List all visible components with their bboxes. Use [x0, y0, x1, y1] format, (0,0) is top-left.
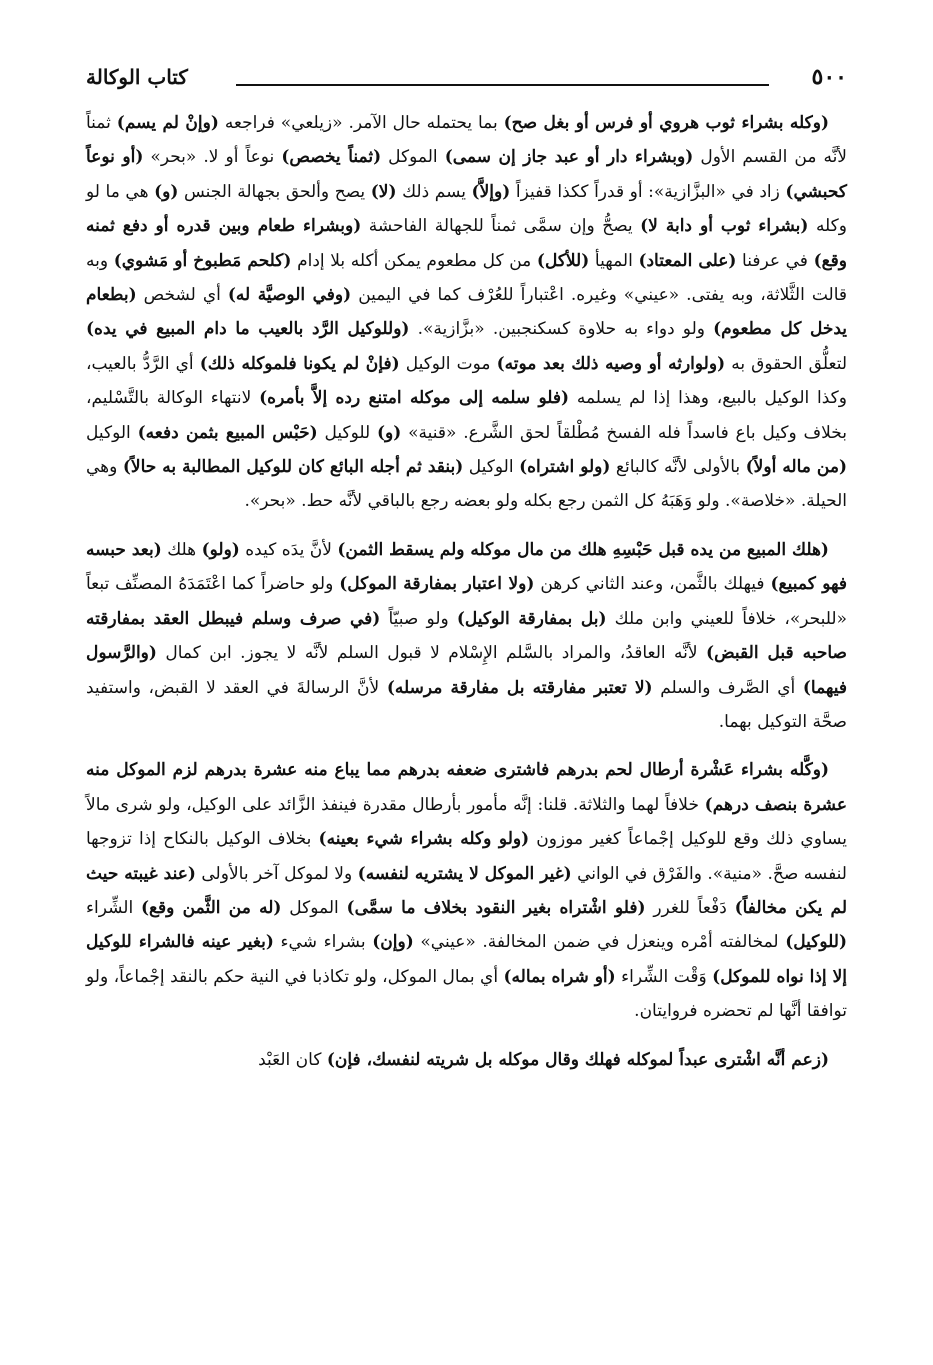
- matn-text: (كلحم مَطبوخ أو مَشوي): [113, 250, 292, 271]
- sharh-text: لأنَّ الرسالةَ في العقد لا القبض، واستفيد صحَّة التوكيل بهما.: [86, 677, 847, 732]
- sharh-text: موت الوكيل: [399, 353, 497, 374]
- matn-text: (وبشراء طعام وبين قدره أو دفع ثمنه وقع): [86, 216, 847, 271]
- sharh-text: للوكيل: [317, 422, 377, 443]
- matn-text: (له من الثَّمن وقع): [140, 897, 282, 918]
- matn-text: (زعم أنَّه اشْترى عبداً لموكله فهلك وقال موكله بل شريته لنفسك، فإن): [326, 1049, 829, 1070]
- matn-text: (للأكل): [536, 250, 590, 271]
- matn-text: (هلك المبيع من يده قبل حَبْسِهِ هلك من مال موكله ولم يسقط الثمن): [337, 539, 829, 560]
- matn-text: (فلو اشْتراه بغير النقود بخلاف ما سمَّى): [346, 897, 646, 918]
- matn-text: (وفي الوصيَّة له): [227, 285, 352, 306]
- matn-text: (وإن): [372, 932, 414, 953]
- matn-text: (و): [154, 181, 179, 202]
- paragraph: [86, 533, 847, 739]
- matn-text: (فلو سلمه إلى موكله امتنع رده إلاَّ بأمره): [259, 388, 570, 409]
- sharh-text: لتعلُّق الحقوق به: [725, 353, 847, 374]
- matn-text: (للوكيل): [785, 932, 847, 953]
- sharh-text: وهي الحيلة. «خلاصة». ولو وَهَبَهُ كل الثمن رجع بكله ولو بعضه رجع بالباقي لأنَّه حط. «بحر».: [86, 457, 847, 512]
- matn-text: (أو شراه بماله): [503, 966, 616, 987]
- matn-text: (وإلاَّ): [471, 181, 511, 202]
- paragraph: [86, 1043, 847, 1077]
- matn-text: (بشراء ثوب أو دابة لا): [640, 216, 809, 237]
- paragraph: [86, 106, 847, 519]
- sharh-text: ثمناً لأنَّه من القسم الأول: [86, 113, 848, 168]
- sharh-text: ولو دواء به حلاوة كسكنجبين. «بزَّازية».: [409, 319, 714, 340]
- sharh-text: أي بمال الموكل، ولو تكاذبا في النية حكم بالنقد إجْماعاً، ولو توافقا أنَّها لم تحضره فروايتان.: [86, 966, 847, 1022]
- matn-text: (وللوكيل الرَّد بالعيب ما دام المبيع في يده): [86, 319, 410, 340]
- sharh-text: أي لشخص: [136, 285, 228, 306]
- sharh-text: بشراء شيء: [273, 932, 373, 953]
- sharh-text: الموكل: [381, 147, 445, 168]
- matn-text: (حَبْس المبيع بثمن دفعه): [137, 422, 318, 443]
- sharh-text: نوعاً أو لا. «بحر»: [143, 147, 282, 168]
- matn-text: (بعد حبسه فهو كمبيع): [86, 539, 847, 595]
- sharh-text: الشِّراء: [86, 897, 141, 918]
- sharh-text: أي الصَّرف والسلم: [652, 677, 803, 698]
- sharh-text: لمخالفته أمْره وينعزل في ضمن المخالفة. «عيني»: [413, 932, 786, 953]
- matn-text: (وكَّله بشراء عَشْرة أرطال لحم بدرهم فاشترى ضعفه بدرهم مما يباع منه عشرة بدرهم لزم الموكل منه عشرة بنصف درهم): [86, 760, 847, 815]
- matn-text: (غير الموكل لا يشتريه لنفسه): [357, 863, 572, 884]
- sharh-text: هلك: [161, 539, 202, 560]
- sharh-text: ولو صبيّاً: [380, 608, 457, 629]
- matn-text: (ولو): [201, 539, 240, 560]
- matn-text: (فإنْ لم يكونا فلموكله ذلك): [199, 353, 400, 374]
- matn-text: (لا تعتبر مفارقته بل مفارقة مرسله): [386, 677, 653, 698]
- matn-text: (بنقد ثم أجله البائع كان للوكيل المطالبة به حالاً): [122, 457, 464, 478]
- matn-text: (ولو اشتراه): [519, 457, 611, 478]
- book-title: كتاب الوكالة: [86, 65, 188, 89]
- matn-text: (والرَّسول فيهما): [86, 643, 848, 698]
- matn-text: (على المعتاد): [638, 250, 737, 271]
- sharh-text: خلافاً لهما والثلاثة. قلنا: إنَّه مأمور بأرطال مقدرة فينفذ الزَّائد على الوكيل، ولو شرى مالاً يساوي ذلك وقع للوكيل إجْماعاً كغير موزون: [86, 794, 847, 850]
- paragraph: [86, 753, 847, 1028]
- matn-text: (بل بمفارقة الوكيل): [456, 608, 607, 629]
- matn-text: (لا): [370, 181, 397, 202]
- matn-text: (وبشراء دار أو عبد جاز إن سمى): [444, 147, 694, 168]
- matn-text: (ولا اعتبار بمفارقة الموكل): [339, 574, 535, 595]
- matn-text: (بغير عينه فالشراء للوكيل إلا إذا نواه للموكل): [86, 932, 848, 987]
- sharh-text: دَفْعاً للغرر: [645, 897, 735, 918]
- matn-text: (ولو وكله بشراء شيء بعينه): [318, 829, 530, 850]
- running-header: [86, 62, 847, 98]
- matn-text: (أو نوعاً كحبشي): [86, 147, 847, 202]
- sharh-text: من كل مطعوم يمكن أكله بلا إدام: [291, 250, 537, 271]
- sharh-text: أي الرَّدُّ بالعيب، وكذا الوكيل بالبيع، وهذا إذا لم يسلمه: [86, 353, 847, 409]
- sharh-text: يصح وألحق بجهالة الجنس: [178, 181, 371, 202]
- sharh-text: زاد في «البزَّازية»: أو قدراً ككذا قفيزاً: [510, 181, 786, 202]
- sharh-text: بخلاف الوكيل بالنكاح إذا تزوجها لنفسه صحَّ. «منية». والفَرْق في الواني: [86, 829, 847, 884]
- sharh-text: لأنَّه العاقدُ، والمراد بالسَّلم الإِسْلام لا قبول السلم لأنَّه لا يجوز. ابن كمال: [156, 643, 707, 664]
- matn-text: (وإنْ لم يسم): [116, 113, 219, 133]
- matn-text: (عند غيبته حيث لم يكن مخالفاً): [86, 863, 847, 918]
- sharh-text: وبه قالت الثَّلاثة، وبه يفتى. «عيني» وغيره. اعْتباراً للعُرْف كما في اليمين: [86, 250, 848, 306]
- sharh-text: المهيأ: [589, 250, 639, 271]
- matn-text: (من ماله أولاً): [745, 457, 847, 478]
- matn-text: (و): [376, 422, 402, 443]
- sharh-text: بالأولى لأنَّه كالبائع: [610, 457, 746, 478]
- sharh-text: لأنَّ يدَه كيده: [239, 539, 338, 560]
- sharh-text: الموكل: [281, 897, 347, 918]
- matn-text: (في صرف وسلم فيبطل العقد بمفارقته صاحبه قبل القبض): [86, 608, 847, 664]
- sharh-text: فيهلك بالثَّمن، وعند الثاني كرهن: [534, 574, 771, 595]
- sharh-text: يصحُّ وإن سمَّى ثمناً للجهالة الفاحشة: [361, 216, 641, 237]
- sharh-text: كان العَبْد: [258, 1049, 327, 1070]
- sharh-text: ولا لموكل آخر بالأولى: [195, 863, 358, 884]
- sharh-text: لانتهاء الوكالة بالتَّسْليم، بخلاف وكيل باع فاسداً فله الفسخ مُطْلقاً لحق الشَّرع. «قنية»: [86, 388, 847, 443]
- sharh-text: الوكيل: [86, 422, 138, 443]
- matn-text: (بطعام يدخل كل مطعوم): [86, 285, 848, 340]
- page-number: ٥٠٠: [811, 64, 847, 90]
- sharh-text: بما يحتمله حال الآمر. «زيلعي» فراجعه: [218, 113, 504, 133]
- matn-text: (ولوارثه أو وصيه ذلك بعد موته): [496, 353, 726, 374]
- header-rule: [236, 84, 769, 86]
- sharh-text: في عرفنا: [736, 250, 814, 271]
- sharh-text: ولو حاضراً كما اعْتَمَدَهُ المصنِّف تبعاً «للبحر»، خلافاً للعيني وابن ملك: [86, 574, 847, 629]
- matn-text: (وكله بشراء ثوب هروي أو فرس أو بغل صح): [503, 113, 829, 133]
- sharh-text: الوكيل: [463, 457, 520, 478]
- matn-text: (ثمناً يخصص): [281, 147, 382, 168]
- sharh-text: يسم ذلك: [396, 181, 472, 202]
- sharh-text: وَقْت الشِّراء: [615, 966, 713, 987]
- body-text: [86, 106, 847, 1077]
- sharh-text: هي ما لو وكله: [86, 181, 847, 237]
